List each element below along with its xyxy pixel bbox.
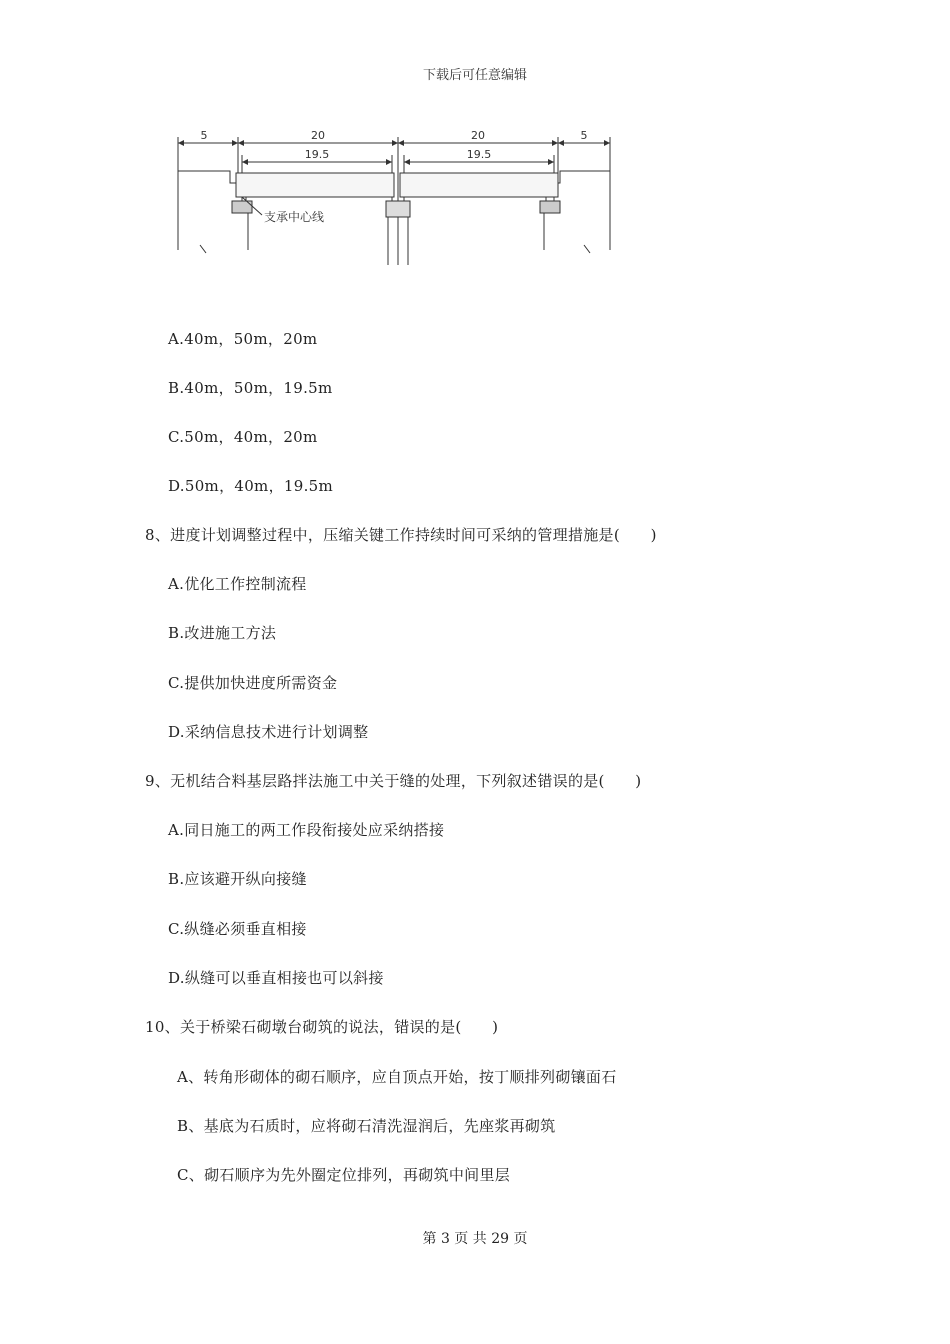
q8-option-d: D.采纳信息技术进行计划调整 (168, 723, 369, 741)
support-centerline-label: 支承中心线 (264, 210, 325, 224)
q10-option-a: A、转角形砌体的砌石顺序，应自顶点开始，按丁顺排列砌镶面石 (177, 1068, 617, 1086)
q10-stem: 10、关于桥梁石砌墩台砌筑的说法，错误的是( ) (145, 1018, 499, 1036)
q10-option-c: C、砌石顺序为先外圈定位排列，再砌筑中间里层 (177, 1166, 511, 1184)
q8-option-b: B.改进施工方法 (168, 624, 277, 642)
q8-stem: 8、进度计划调整过程中，压缩关键工作持续时间可采纳的管理措施是( ) (145, 526, 657, 544)
q9-option-b: B.应该避开纵向接缝 (168, 870, 307, 888)
dim-calc-2: 19.5 (466, 148, 492, 161)
q9-option-c: C.纵缝必须垂直相接 (168, 920, 307, 938)
q9-stem: 9、无机结合料基层路拌法施工中关于缝的处理，下列叙述错误的是( ) (145, 772, 642, 790)
q8-option-a: A.优化工作控制流程 (168, 575, 307, 593)
page-footer: 第 3 页 共 29 页 (422, 1231, 528, 1247)
page-header: 下载后可任意编辑 (422, 68, 527, 83)
q7-option-d: D.50m，40m，19.5m (168, 477, 334, 495)
dim-span-1: 20 (311, 129, 325, 142)
dim-left-end: 5 (200, 129, 208, 142)
q7-option-c: C.50m，40m，20m (168, 428, 318, 446)
q8-option-c: C.提供加快进度所需资金 (168, 674, 338, 692)
q7-option-a: A.40m，50m，20m (168, 330, 318, 348)
q9-option-a: A.同日施工的两工作段衔接处应采纳搭接 (168, 821, 445, 839)
q7-option-b: B.40m，50m，19.5m (168, 379, 333, 397)
dim-calc-1: 19.5 (304, 148, 330, 161)
q9-option-d: D.纵缝可以垂直相接也可以斜接 (168, 969, 384, 987)
q10-option-b: B、基底为石质时，应将砌石清洗湿润后，先座浆再砌筑 (177, 1117, 556, 1135)
bridge-span-diagram (170, 125, 630, 275)
dim-right-end: 5 (580, 129, 588, 142)
dim-span-2: 20 (471, 129, 485, 142)
